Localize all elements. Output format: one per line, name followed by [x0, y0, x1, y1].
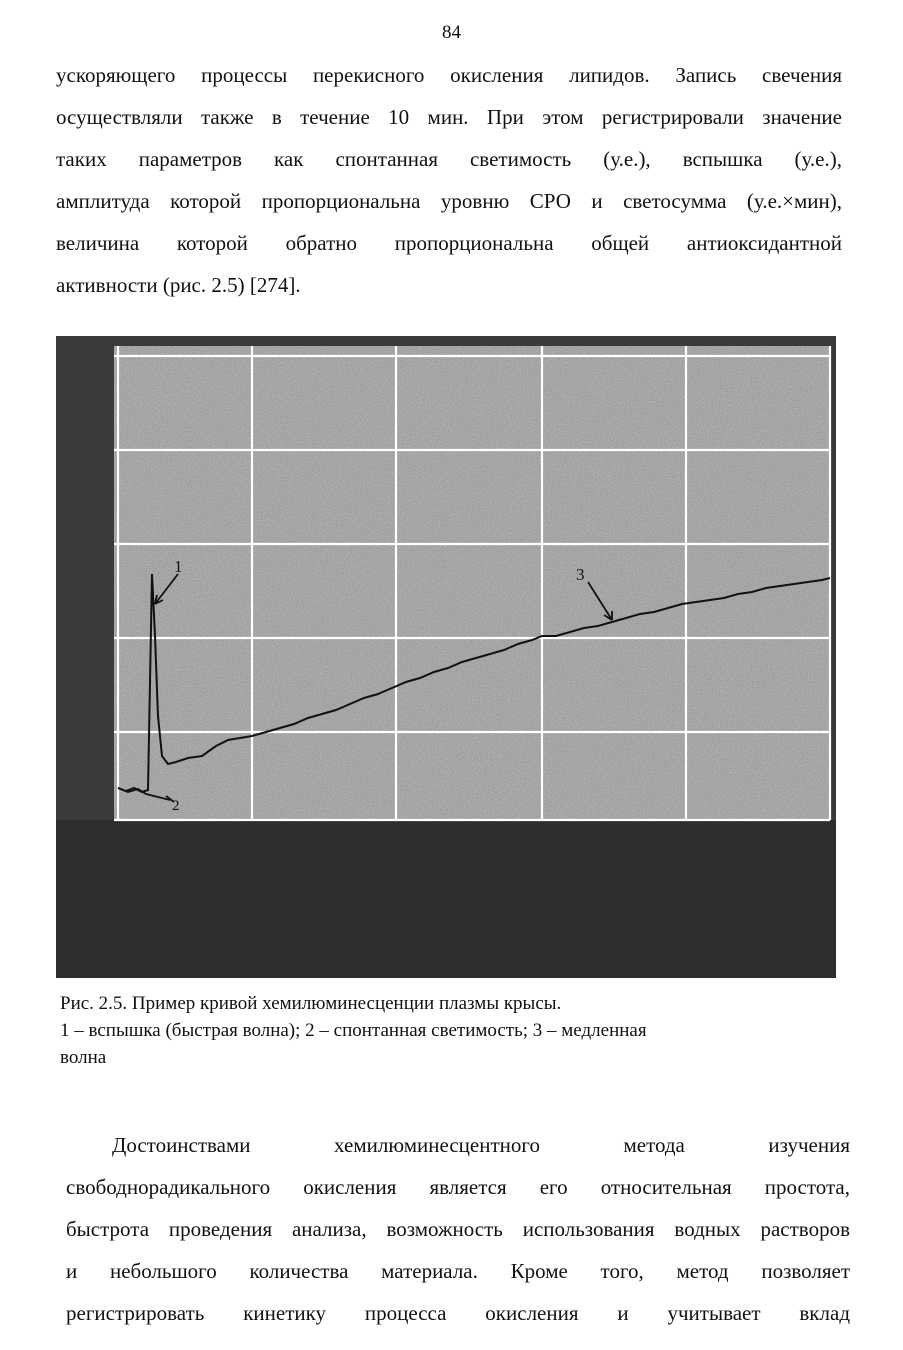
text-line: ускоряющего процессы перекисного окисления липидов. Запись свечения — [56, 63, 842, 87]
spontaneous-label: 2 — [172, 798, 180, 814]
caption-line: волна — [60, 1047, 107, 1068]
oscillogram-photo — [56, 336, 836, 978]
paragraph-top — [56, 54, 842, 306]
slow-wave-label: 3 — [576, 565, 585, 584]
text-line: регистрировать кинетику процесса окисления и учитывает вклад — [66, 1301, 850, 1325]
text-line: активности (рис. 2.5) [274]. — [56, 273, 301, 297]
text-line: свободнорадикального окисления является его относительная простота, — [66, 1175, 850, 1199]
text-line: величина которой обратно пропорциональна общей антиоксидантной — [56, 231, 842, 255]
paragraph-bottom — [66, 1124, 850, 1334]
caption-line: Рис. 2.5. Пример кривой хемилюминесценции плазмы крысы. — [60, 993, 562, 1014]
text-line: амплитуда которой пропорциональна уровню СРО и светосумма (у.е.×мин), — [56, 189, 842, 213]
chemiluminescence-figure — [56, 336, 836, 978]
flash-label: 1 — [174, 557, 183, 576]
page-number: 84 — [442, 22, 461, 43]
figure-caption — [60, 990, 840, 1071]
text-line: быстрота проведения анализа, возможность использования водных растворов — [66, 1217, 850, 1241]
caption-line: 1 – вспышка (быстрая волна); 2 – спонтанная светимость; 3 – медленная — [60, 1020, 647, 1041]
bottom-band — [56, 820, 836, 978]
text-line: и небольшого количества материала. Кроме того, метод позволяет — [66, 1259, 850, 1283]
text-line: Достоинствами хемилюминесцентного метода изучения — [112, 1133, 850, 1157]
text-line: таких параметров как спонтанная светимость (у.е.), вспышка (у.е.), — [56, 147, 842, 171]
text-line: осуществляли также в течение 10 мин. При этом регистрировали значение — [56, 105, 842, 129]
screen-grain — [114, 346, 830, 820]
